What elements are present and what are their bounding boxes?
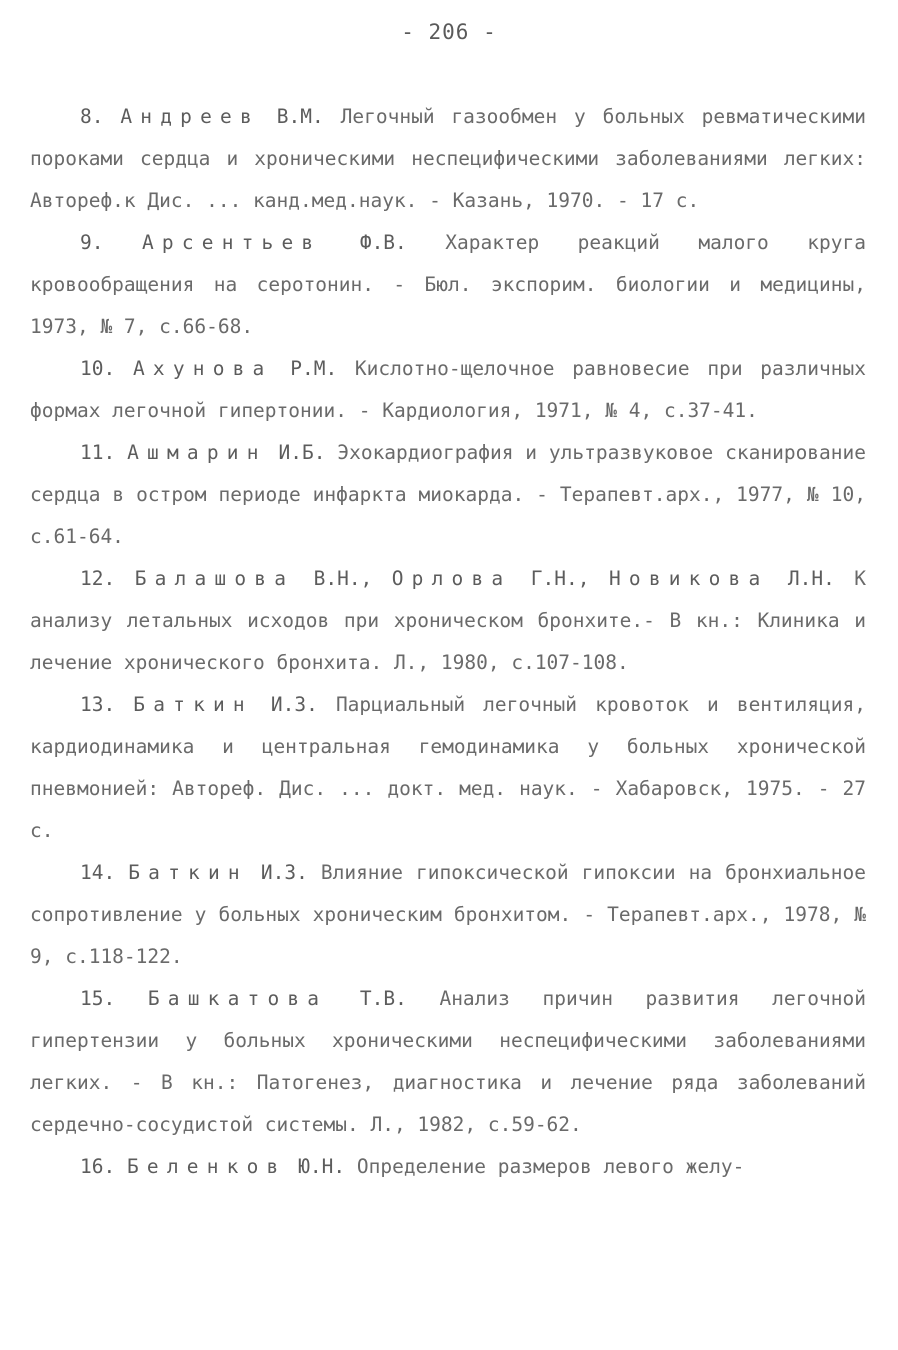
- entry-coauthor-initials: Г.Н.,: [530, 567, 590, 590]
- entry-author: Баткин: [128, 861, 248, 884]
- entry-initials: Т.В.: [359, 987, 407, 1010]
- entry-number: 8.: [80, 105, 104, 128]
- entry-text: Кислотно-щелочное равновесие при различных формах легочной гипертонии. - Кардиология, 1971, № 4, с.37-41.: [30, 357, 866, 422]
- entry-initials: Р.М.: [290, 357, 338, 380]
- entry-initials: И.З.: [260, 861, 308, 884]
- entry-text: Определение размеров левого желу-: [356, 1155, 745, 1178]
- entry-text: Характер реакций малого круга кровообращения на серотонин. - Бюл. экспорим. биологии и медицины, 1973, № 7, с.66-68.: [30, 231, 866, 338]
- entry-initials: В.М.: [276, 105, 324, 128]
- entry-author: Ахунова: [132, 357, 273, 380]
- entry-author: Арсентьев: [141, 231, 322, 254]
- entry-text: Легочный газообмен у больных ревматическими пороками сердца и хроническими неспецифическими заболеваниями легких: Автореф.к Дис. ... канд.мед.наук. - Казань, 1970. - 17 с.: [30, 105, 867, 212]
- entry-author: Ашмарин: [127, 441, 267, 464]
- entry-number: 15.: [80, 987, 116, 1010]
- entry-coauthor: Орлова: [391, 567, 512, 590]
- bibliography-entry: [30, 432, 866, 558]
- bibliography-entry: [30, 348, 866, 432]
- entry-initials: В.Н.,: [313, 567, 373, 590]
- entry-number: 12.: [80, 567, 116, 590]
- bibliography-entry: [30, 96, 866, 222]
- entry-text: Эхокардиография и ультразвуковое сканирование сердца в остром периоде инфаркта миокарда. - Терапевт.арх., 1977, № 10, с.61-64.: [30, 441, 867, 548]
- entry-coauthor: Новикова: [608, 567, 769, 590]
- entry-text: Анализ причин развития легочной гипертензии у больных хроническими неспецифическими заболеваниями легких. - В кн.: Патогенез, диагностика и лечение ряда заболеваний сердечно-сосудистой системы. Л., 1982, с.59-62.: [30, 987, 867, 1136]
- entry-initials: И.Б.: [278, 441, 326, 464]
- entry-number: 9.: [80, 231, 104, 254]
- entry-author: Беленков: [126, 1155, 287, 1178]
- entry-number: 10.: [80, 357, 116, 380]
- entry-initials: Ю.Н.: [298, 1155, 346, 1178]
- entry-text: Парциальный легочный кровоток и вентиляция, кардиодинамика и центральная гемодинамика у больных хронической пневмонией: Автореф. Дис. ... докт. мед. наук. - Хабаровск, 1975. - 27 с.: [30, 693, 866, 842]
- entry-number: 14.: [80, 861, 116, 884]
- bibliography-entry: [30, 558, 866, 684]
- entry-author: Андреев: [120, 105, 260, 128]
- entry-number: 13.: [80, 693, 116, 716]
- entry-number: 11.: [80, 441, 116, 464]
- entry-text: Влияние гипоксической гипоксии на бронхиальное сопротивление у больных хроническим бронхитом. - Терапевт.арх., 1978, № 9, с.118-122.: [30, 861, 866, 968]
- entry-coauthor-initials: Л.Н.: [787, 567, 835, 590]
- bibliography-entry: [30, 852, 866, 978]
- bibliography-entry: [30, 1146, 866, 1188]
- entry-author: Башкатова: [147, 987, 328, 1010]
- entry-initials: И.З.: [270, 693, 318, 716]
- entry-text: К анализу летальных исходов при хроническом бронхите.- В кн.: Клиника и лечение хронического бронхита. Л., 1980, с.107-108.: [30, 567, 867, 674]
- bibliography-list: [30, 96, 866, 1188]
- bibliography-entry: [30, 222, 866, 348]
- bibliography-entry: [30, 684, 866, 852]
- bibliography-entry: [30, 978, 866, 1146]
- entry-author: Баткин: [133, 693, 253, 716]
- entry-author: Балашова: [134, 567, 295, 590]
- entry-initials: Ф.В.: [359, 231, 407, 254]
- entry-number: 16.: [80, 1155, 116, 1178]
- page-number: - 206 -: [401, 20, 497, 44]
